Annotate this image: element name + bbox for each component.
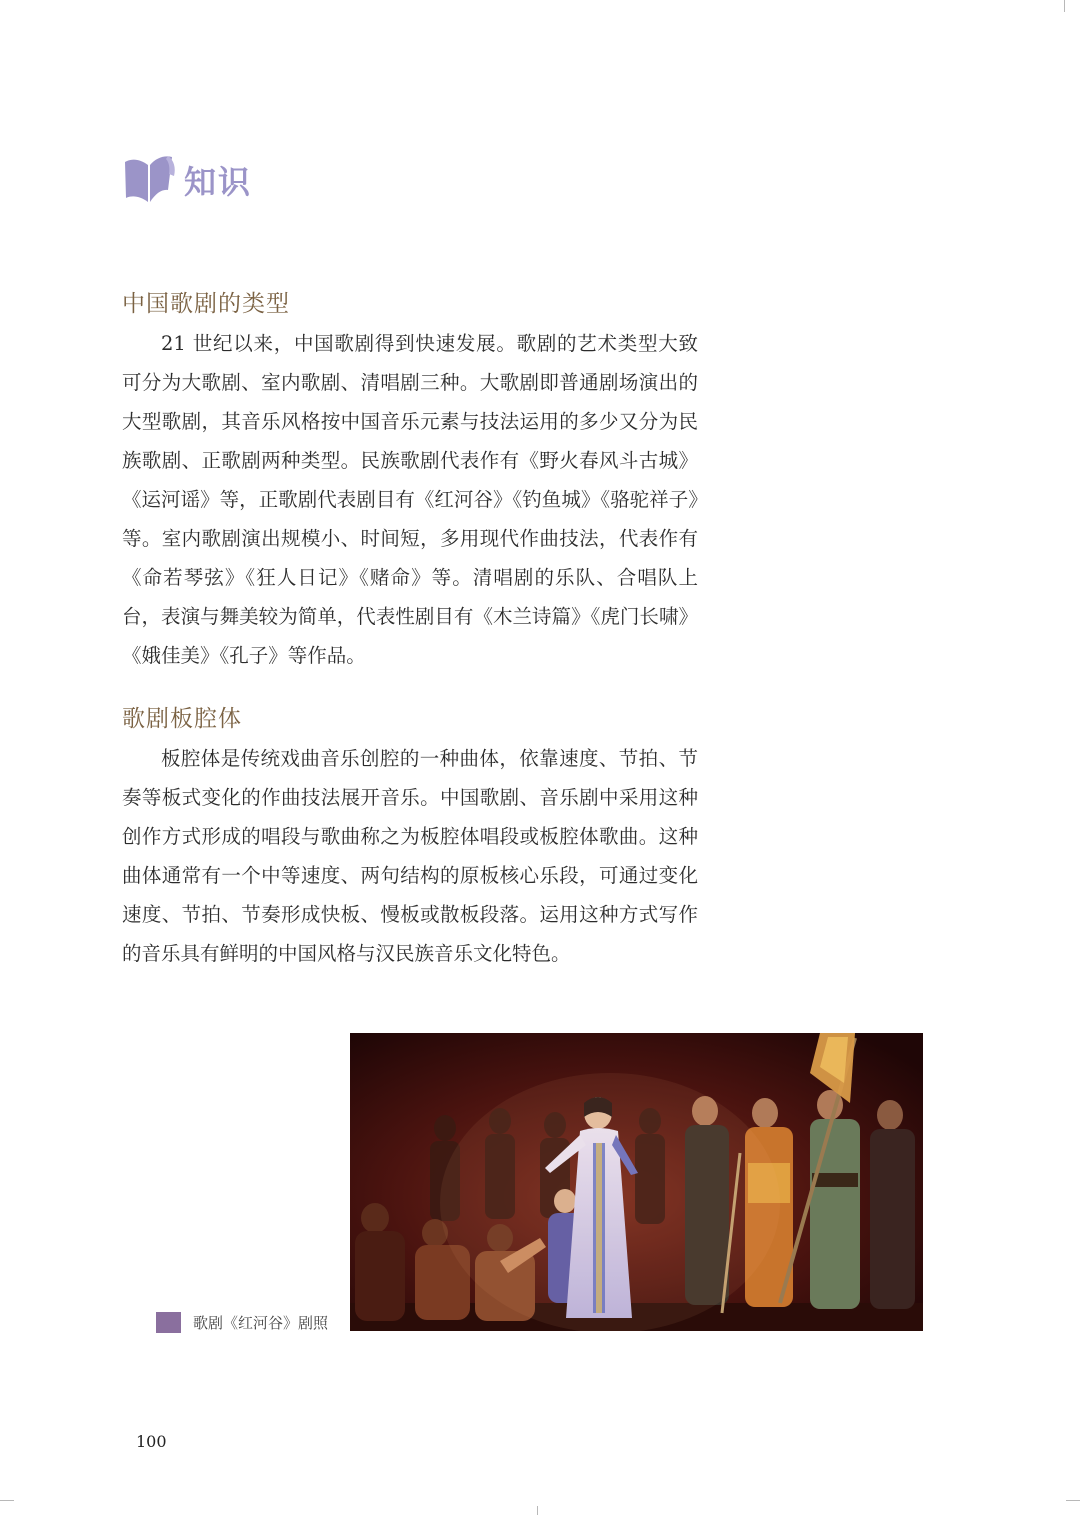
crop-mark (537, 1506, 538, 1515)
photo-caption (156, 1310, 328, 1334)
caption-text: 歌剧《红河谷》剧照 (193, 1313, 329, 1332)
paragraph-opera-types: 21 世纪以来，中国歌剧得到快速发展。歌剧的艺术类型大致可分为大歌剧、室内歌剧、清唱剧三种。大歌剧即普通剧场演出的大型歌剧，其音乐风格按中国音乐元素与技法运用的多少又分为民族歌剧、正歌剧两种类型。民族歌剧代表作有《野火春风斗古城》《运河谣》等，正歌剧代表剧目有《红河谷》《钓鱼城》《骆驼祥子》等。室内歌剧演出规模小、时间短，多用现代作曲技法，代表作有《命若琴弦》《狂人日记》《赌命》等。清唱剧的乐队、合唱队上台，表演与舞美较为简单，代表性剧目有《木兰诗篇》《虎门长啸》《娥佳美》《孔子》等作品。 (122, 332, 698, 667)
knowledge-header (122, 150, 252, 210)
crop-mark (0, 1500, 14, 1501)
page-number: 100 (136, 1432, 167, 1451)
section-heading-opera-types: 中国歌剧的类型 (122, 291, 290, 317)
crop-mark (1066, 1500, 1080, 1501)
paragraph-banqiang: 板腔体是传统戏曲音乐创腔的一种曲体，依靠速度、节拍、节奏等板式变化的作曲技法展开音乐。中国歌剧、音乐剧中采用这种创作方式形成的唱段与歌曲称之为板腔体唱段或板腔体歌曲。这种曲体通常有一个中等速度、两句结构的原板核心乐段，可通过变化速度、节拍、节奏形成快板、慢板或散板段落。运用这种方式写作的音乐具有鲜明的中国风格与汉民族音乐文化特色。 (122, 747, 698, 965)
caption-marker (156, 1312, 181, 1333)
section-heading-banqiang: 歌剧板腔体 (122, 706, 242, 732)
crop-mark (1064, 0, 1065, 12)
opera-stage-photo (350, 1033, 923, 1331)
book-icon (122, 152, 178, 208)
knowledge-title: 知识 (184, 163, 253, 201)
